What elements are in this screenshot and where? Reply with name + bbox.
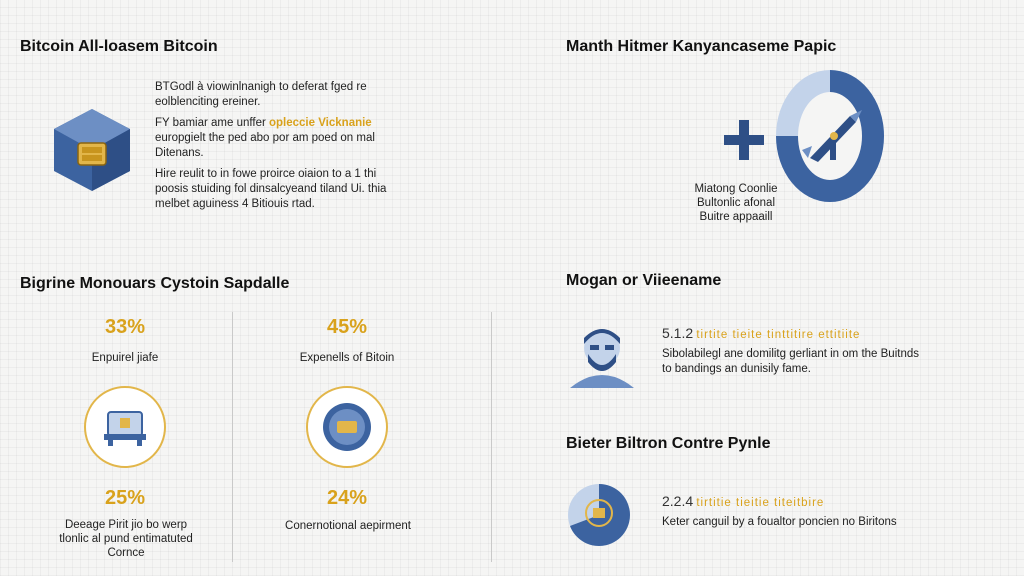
section-title-person: Mogan or Viieename — [566, 272, 722, 289]
stat-percent: 33% — [104, 316, 146, 338]
gold-block-hexagon-icon — [52, 107, 132, 193]
text-line: BTGodl à viowinlnanigh to deferat fged re — [155, 81, 367, 93]
avatar-person-icon — [566, 318, 638, 388]
section-title-stats: Bigrine Monouars Cystoin Sapdalle — [20, 275, 290, 292]
person-text — [662, 326, 1002, 377]
text-line: melbet aguiness 4 Bitiouis rtad. — [155, 198, 315, 210]
section-title-manth: Manth Hitmer Kanyancaseme Papic — [566, 38, 837, 55]
stat-label: Enpuirel jiafe — [91, 352, 159, 364]
vault-icon — [84, 386, 166, 468]
text-line: europgielt the ped abo por am poed on mal — [155, 132, 375, 144]
plus-icon — [722, 118, 766, 162]
coin-text — [662, 494, 1002, 530]
gold-annotation: tirtite tieite tinttitire ettitiite — [696, 329, 861, 341]
stat-percent: 25% — [104, 487, 146, 509]
stat-percent: 24% — [326, 487, 368, 509]
divider — [232, 312, 233, 562]
number-label: 5.1.2 — [662, 325, 694, 341]
text-line: Sibolabilegl ane domilitg gerliant in om the Buitnds — [662, 348, 919, 360]
stat-percent: 45% — [326, 316, 368, 338]
donut-caption — [676, 182, 796, 224]
stat-label: Expenells of Bitoin — [299, 352, 395, 364]
text-line: to bandings an dunisily fame. — [662, 363, 811, 375]
text-line: FY bamiar ame unffer — [155, 117, 266, 129]
coin-pie-icon — [566, 482, 632, 548]
gold-annotation: tirtitie tieitie titeitbire — [696, 497, 825, 509]
caption-line: Miatong Coonlie — [694, 183, 778, 195]
caption-line: Buitre appaaill — [699, 211, 773, 223]
number-label: 2.2.4 — [662, 493, 694, 509]
highlight-text: opleccie Vicknanie — [269, 117, 372, 129]
stat-label: Conernotional aepirment — [285, 520, 411, 532]
text-line: poosis stuiding fol dinsalcyeand tiland Ui. thia — [155, 183, 387, 195]
stat-label: Deeage Pirit jio bo werp tlonlic al pund entimatuted Cornce — [59, 519, 193, 559]
section-title-coin: Bieter Biltron Contre Pynle — [566, 435, 771, 452]
text-line: Ditenans. — [155, 147, 204, 159]
section-title-bitcoin: Bitcoin All-loasem Bitcoin — [20, 38, 218, 55]
text-line: Keter canguil by a foualtor poncien no Biritons — [662, 516, 897, 528]
text-line: Hire reulit to in fowe proirce oiaion to a 1 thi — [155, 168, 377, 180]
divider — [491, 312, 492, 562]
caption-line: Bultonlic afonal — [697, 197, 775, 209]
coin-icon — [306, 386, 388, 468]
bitcoin-paragraph — [155, 80, 425, 212]
text-line: eolblenciting ereiner. — [155, 96, 261, 108]
